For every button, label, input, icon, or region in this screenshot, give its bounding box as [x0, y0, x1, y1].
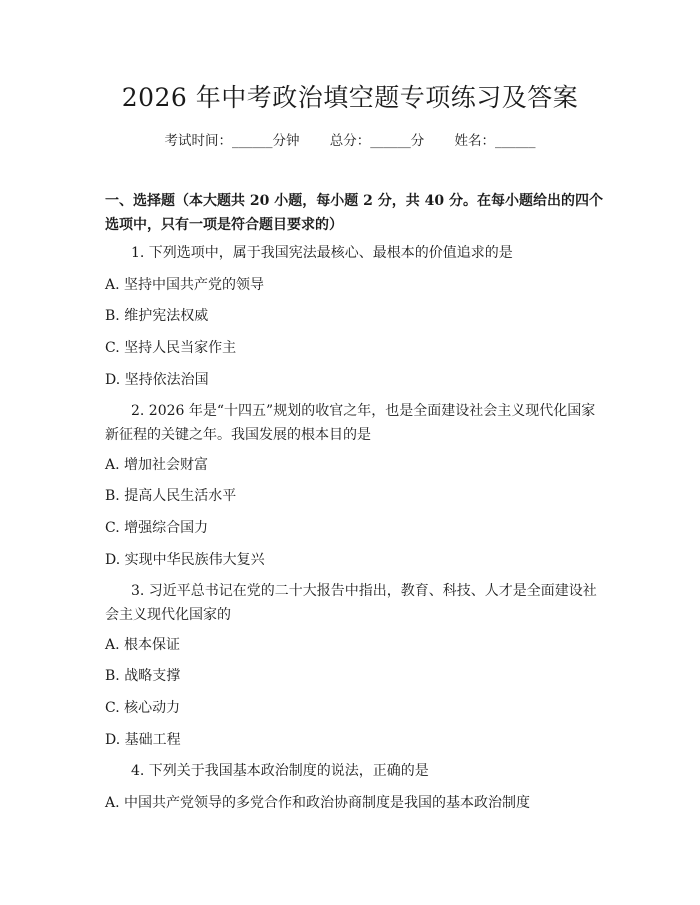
question-3-option-a: A. 根本保证: [105, 637, 181, 653]
question-4-option-a: A. 中国共产党领导的多党合作和政治协商制度是我国的基本政治制度: [105, 795, 531, 811]
student-name-field: 姓名：______: [454, 133, 536, 149]
page-title: 2026 年中考政治填空题专项练习及答案: [121, 83, 579, 112]
question-2-option-d: D. 实现中华民族伟大复兴: [105, 552, 265, 568]
question-4-text: 4. 下列关于我国基本政治制度的说法，正确的是: [131, 763, 429, 779]
question-1-text: 1. 下列选项中，属于我国宪法最核心、最根本的价值追求的是: [131, 245, 513, 261]
question-2-option-c: C. 增强综合国力: [105, 520, 209, 536]
question-1-option-d: D. 坚持依法治国: [105, 372, 209, 388]
question-1-option-a: A. 坚持中国共产党的领导: [105, 277, 265, 293]
question-3-option-c: C. 核心动力: [105, 700, 181, 716]
question-2-option-b: B. 提高人民生活水平: [105, 488, 237, 504]
question-2-text: 2. 2026 年是“十四五”规划的收官之年，也是全面建设社会主义现代化国家新征程的关键之年。我国发展的根本目的是: [105, 403, 596, 443]
question-3-option-b: B. 战略支撑: [105, 668, 181, 684]
question-3-option-d: D. 基础工程: [105, 732, 181, 748]
total-score-field: 总分：______分: [329, 133, 425, 149]
exam-time-field: 考试时间：______分钟: [164, 133, 300, 149]
section-header-multiple-choice: 一、选择题（本大题共 20 小题，每小题 2 分，共 40 分。在每小题给出的四个选项中，只有一项是符合题目要求的）: [105, 193, 603, 233]
question-3-text: 3. 习近平总书记在党的二十大报告中指出，教育、科技、人才是全面建设社会主义现代化国家的: [105, 583, 597, 623]
question-1-option-b: B. 维护宪法权威: [105, 308, 209, 324]
exam-info-row: [0, 131, 700, 151]
question-1-option-c: C. 坚持人民当家作主: [105, 340, 237, 356]
question-2-option-a: A. 增加社会财富: [105, 457, 209, 473]
